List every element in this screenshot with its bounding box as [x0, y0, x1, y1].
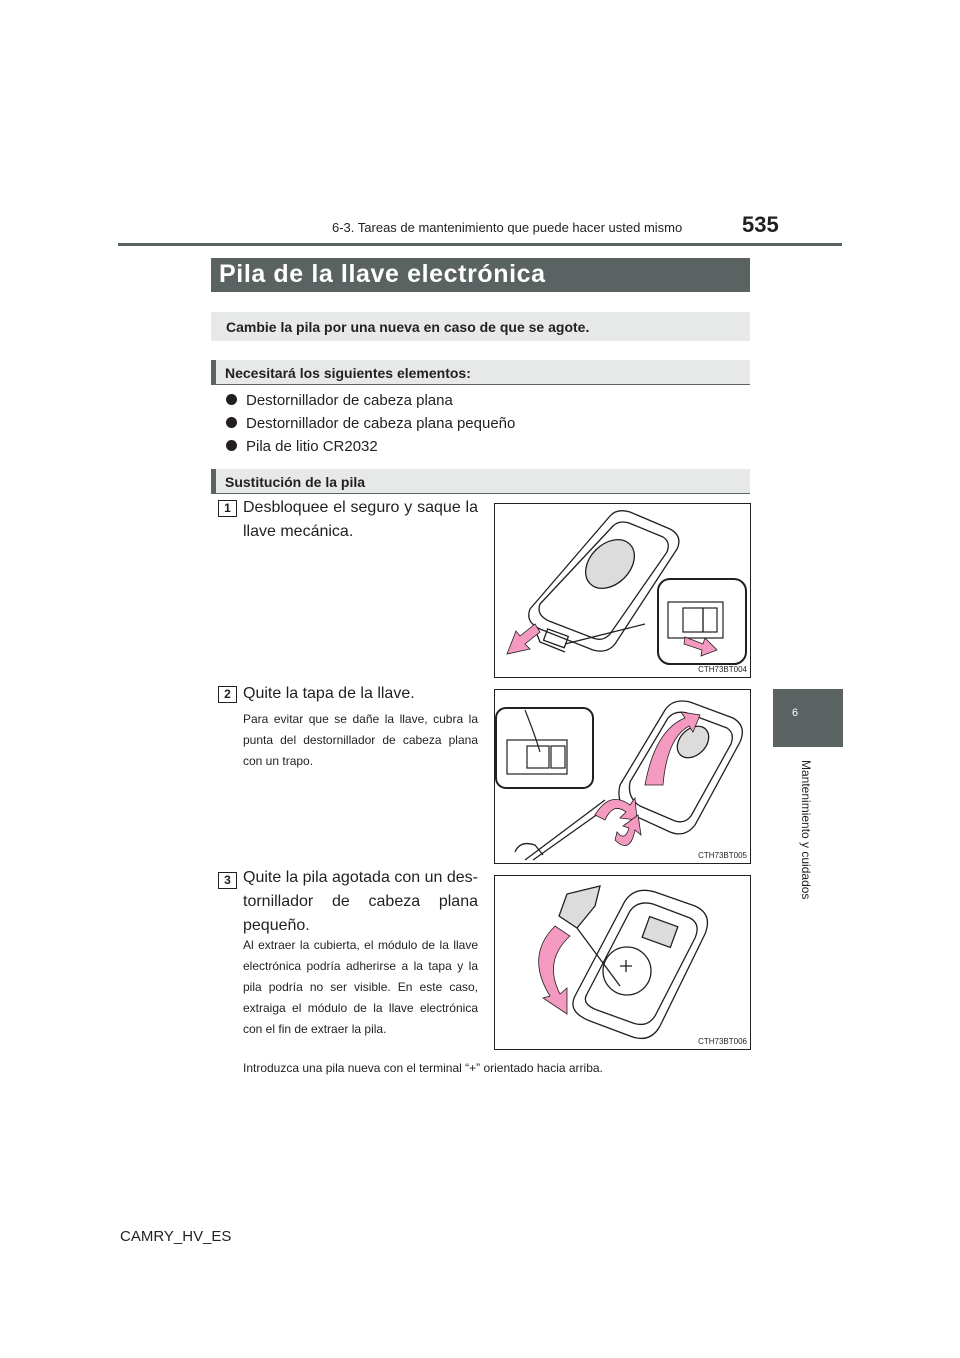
step-text: Quite la tapa de la llave. [243, 685, 415, 702]
chapter-label-text: Mantenimiento y cuidados [799, 760, 813, 900]
needed-heading-box [211, 360, 750, 385]
step-2-illustration [494, 689, 751, 864]
final-note: Introduzca una pila nueva con el terminal “+” orientado hacia arriba. [243, 1061, 603, 1075]
step-number: 3 [218, 872, 237, 889]
chapter-number: 6 [792, 707, 799, 719]
step-number: 1 [218, 500, 237, 517]
page-number: 535 [742, 212, 779, 237]
footer-model-code: CAMRY_HV_ES [120, 1228, 232, 1245]
list-item: Pila de litio CR2032 [226, 438, 378, 455]
section-header: 6-3. Tareas de mantenimiento que puede hacer usted mismo [332, 220, 683, 235]
replacement-heading: Sustitución de la pila [225, 474, 366, 490]
step-number: 2 [218, 686, 237, 703]
image-code: CTH73BT004 [698, 665, 747, 674]
battery-removal-drawing [495, 876, 750, 1049]
cover-removal-drawing [495, 690, 750, 863]
step-note: Al extraer la cubierta, el módulo de la llave electrónica podría adherirse a la tapa y la pila podría no ser visible. En este caso, extraiga el módulo de la llave electrónica con el fin de extraer la pila. [243, 938, 478, 1036]
step-1-illustration [494, 503, 751, 678]
step-3-illustration [494, 875, 751, 1050]
intro-text: Cambie la pila por una nueva en caso de que se agote. [226, 319, 590, 335]
step-text: Quite la pila agotada con un des-tornillador de cabeza plana pequeño. [243, 869, 478, 934]
list-item: Destornillador de cabeza plana pequeño [226, 415, 515, 432]
image-code: CTH73BT005 [698, 851, 747, 860]
step-text: Desbloquee el seguro y saque la llave mecánica. [243, 499, 478, 540]
page-title: Pila de la llave electrónica [219, 260, 546, 288]
image-code: CTH73BT006 [698, 1037, 747, 1046]
chapter-tab [773, 689, 843, 747]
bullet-icon [226, 440, 237, 451]
step-note: Para evitar que se dañe la llave, cubra la punta del destornillador de cabeza plana con un trapo. [243, 712, 478, 768]
bullet-icon [226, 394, 237, 405]
bullet-icon [226, 417, 237, 428]
needed-heading: Necesitará los siguientes elementos: [225, 365, 471, 381]
header-rule [118, 243, 842, 246]
replacement-heading-box [211, 469, 750, 494]
list-item: Destornillador de cabeza plana [226, 392, 453, 409]
key-release-drawing [495, 504, 750, 677]
